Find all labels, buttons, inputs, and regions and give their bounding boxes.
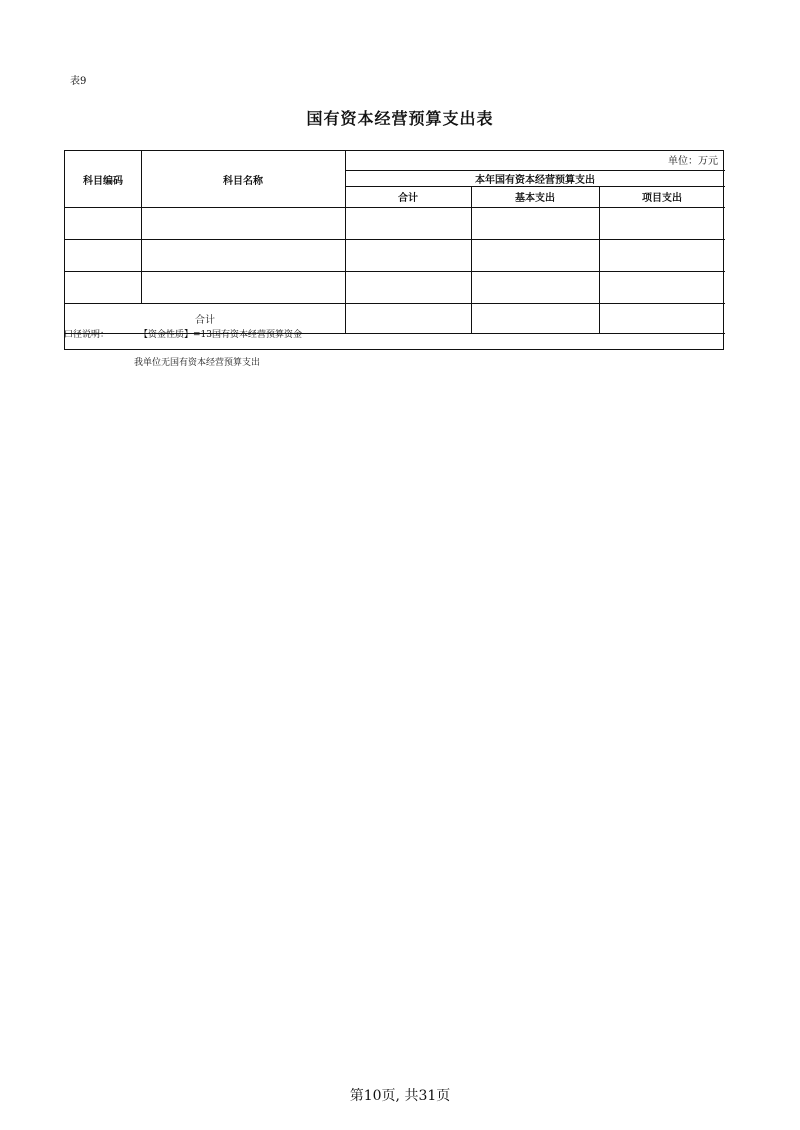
page-footer: 第10页, 共31页	[349, 1088, 451, 1104]
note-label: 口径说明：	[64, 330, 110, 340]
note	[64, 327, 302, 340]
header-project: 项目支出	[642, 193, 682, 204]
page-title: 国有资本经营预算支出表	[306, 109, 494, 128]
table-number: 表9	[70, 76, 87, 87]
header-total: 合计	[398, 193, 418, 204]
total-row-label: 合计	[195, 314, 215, 326]
table-row	[65, 271, 725, 303]
header-code: 科目编码	[83, 175, 123, 187]
unit-label: 单位：万元	[668, 156, 718, 167]
header-group: 本年国有资本经营预算支出	[475, 174, 595, 186]
budget-table	[64, 150, 724, 350]
note-text: 【资金性质】=13国有资本经营预算资金	[139, 330, 303, 340]
header-name: 科目名称	[223, 175, 263, 187]
table-row	[65, 207, 725, 239]
table-row	[65, 239, 725, 271]
remark-text: 我单位无国有资本经营预算支出	[134, 358, 261, 368]
header-basic: 基本支出	[515, 193, 555, 204]
